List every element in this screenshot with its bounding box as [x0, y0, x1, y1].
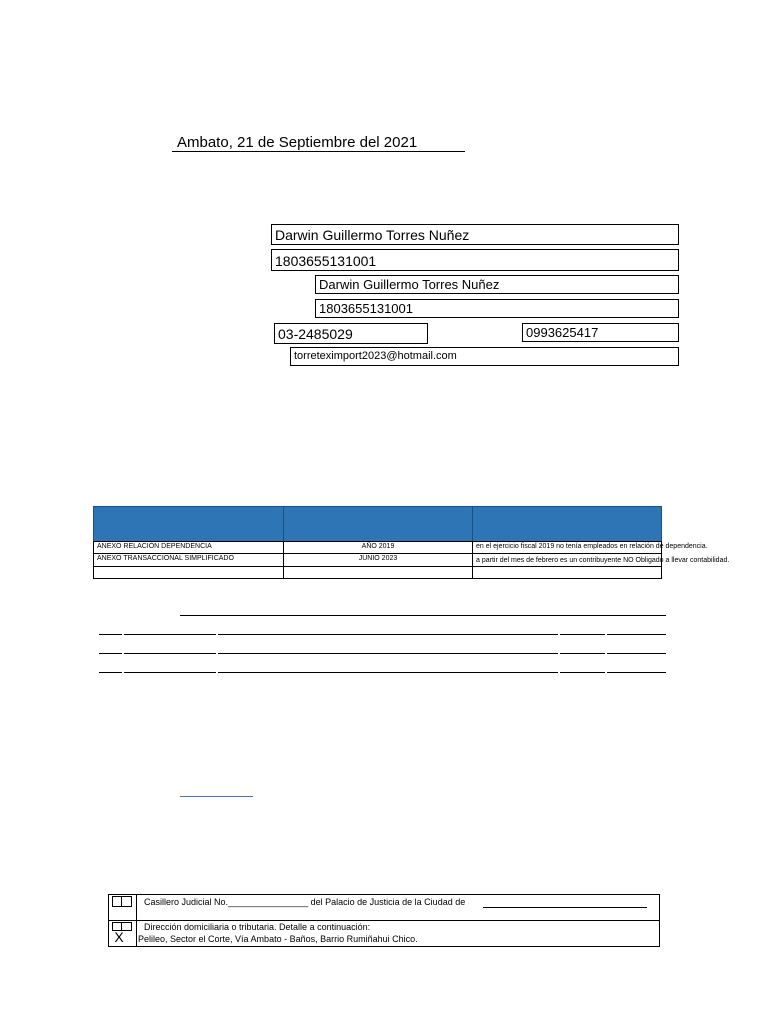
- checkbox-direccion-mark: X: [114, 929, 124, 945]
- blank-line: [607, 672, 666, 673]
- notification-col-divider: [136, 894, 137, 947]
- table-cell-note: a partir del mes de febrero es un contribuyente NO Obligado a llevar contabilidad.: [476, 557, 730, 564]
- table-cell-annex: ANEXO RELACIÓN DEPENDENCIA: [93, 541, 284, 554]
- phone-field[interactable]: 03-2485029: [274, 323, 428, 344]
- blank-line: [560, 634, 605, 635]
- blank-line: [124, 634, 216, 635]
- table-cell-period: AÑO 2019: [283, 541, 473, 554]
- blank-line: [124, 672, 216, 673]
- id-main-field[interactable]: 1803655131001: [271, 249, 679, 271]
- email-field[interactable]: torreteximport2023@hotmail.com: [290, 347, 679, 366]
- name-secondary-field[interactable]: Darwin Guillermo Torres Nuñez: [315, 275, 679, 294]
- city-date: Ambato, 21 de Septiembre del 2021: [177, 134, 418, 151]
- table-cell-period: JUNIO 2023: [283, 553, 473, 567]
- direccion-label: Dirección domiciliaria o tributaria. Detalle a continuación:: [144, 922, 371, 932]
- link-underline[interactable]: [180, 796, 253, 797]
- table-cell-annex: [93, 566, 284, 579]
- address-text: Pelileo, Sector el Corte, Vía Ambato - Baños, Barrio Rumiñahui Chico.: [138, 934, 418, 944]
- table-cell-note: en el ejercicio fiscal 2019 no tenía empleados en relación de dependencia.: [476, 543, 708, 550]
- mobile-field[interactable]: 0993625417: [522, 323, 679, 342]
- blank-line: [124, 653, 216, 654]
- table-cell-note-box: [472, 566, 662, 579]
- blank-line: [218, 672, 558, 673]
- table-cell-period: [283, 566, 473, 579]
- blank-line: [218, 634, 558, 635]
- blank-line: [607, 634, 666, 635]
- table-cell-annex: ANEXO TRANSACCIONAL SIMPLIFICADO: [93, 553, 284, 567]
- blank-line: [218, 653, 558, 654]
- blank-line: [560, 672, 605, 673]
- table-header-col-1: [93, 506, 284, 542]
- notification-divider: [108, 920, 660, 921]
- blank-line: [99, 653, 122, 654]
- blank-line: [180, 615, 666, 616]
- ciudad-blank-line: [483, 907, 647, 908]
- checkbox-casillero-mark: [121, 896, 122, 907]
- city-date-underline: [172, 151, 465, 152]
- blank-line: [607, 653, 666, 654]
- casillero-label: Casillero Judicial No.________________ del Palacio de Justicia de la Ciudad de: [144, 897, 466, 907]
- checkbox-casillero[interactable]: [112, 896, 132, 907]
- blank-line: [99, 634, 122, 635]
- table-header-col-3: [472, 506, 662, 542]
- name-main-field[interactable]: Darwin Guillermo Torres Nuñez: [271, 224, 679, 245]
- blank-line: [560, 653, 605, 654]
- id-secondary-field[interactable]: 1803655131001: [315, 299, 679, 318]
- blank-line: [99, 672, 122, 673]
- table-header-col-2: [283, 506, 473, 542]
